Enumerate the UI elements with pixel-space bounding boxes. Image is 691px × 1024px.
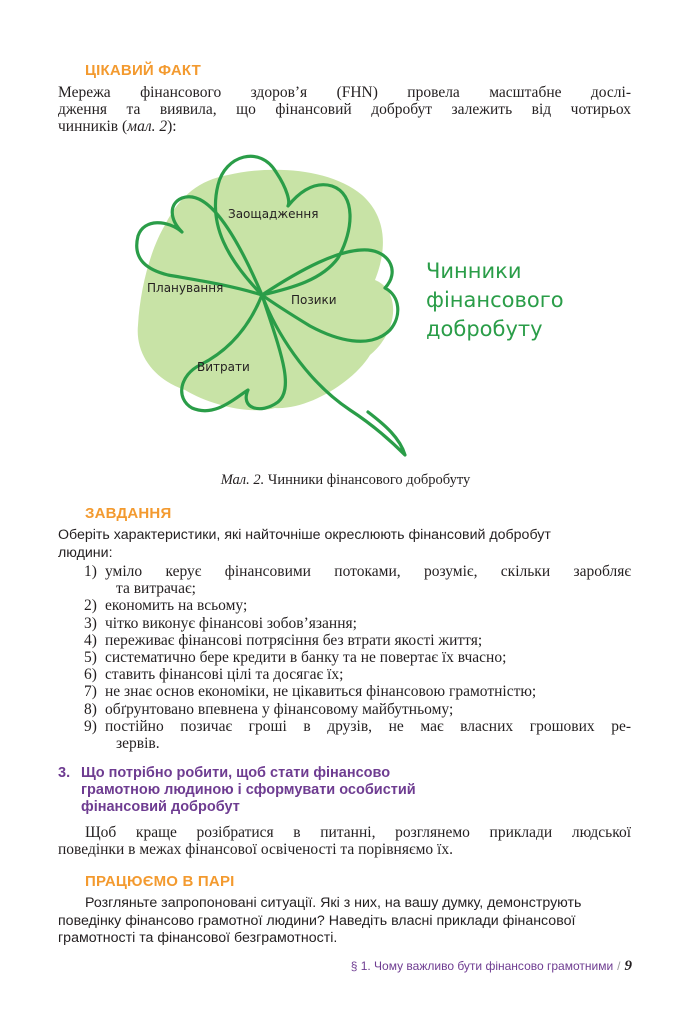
- task-intro-line-2: людини:: [58, 544, 113, 561]
- leaf-label-right: Позики: [291, 293, 337, 307]
- clover-figure: [100, 140, 580, 470]
- figure-title-line-1: Чинники: [426, 259, 522, 283]
- task-option-text: економить на всьому;: [105, 597, 248, 615]
- task-option-text: систематично бере кредити в банку та не повертає їх вчасно;: [105, 649, 507, 667]
- figure-reference: мал. 2: [127, 118, 168, 135]
- leaf-label-left: Планування: [147, 281, 224, 295]
- task-option-number: 2): [84, 597, 97, 615]
- task-option-number: 3): [84, 614, 97, 632]
- task-option-text: переживає фінансові потрясіння без втрати якості життя;: [105, 631, 483, 649]
- footer-section-title: § 1. Чому важливо бути фінансово грамотними: [350, 959, 614, 973]
- task-option: [58, 649, 631, 666]
- section-3-title-line-3: фінансовий добробут: [81, 799, 240, 815]
- task-option: [58, 666, 631, 683]
- figure-title-line-3: добробуту: [426, 317, 543, 341]
- section-3-line-1: Щоб краще розібратися в питанні, розглянемо приклади людської: [85, 824, 631, 841]
- task-option-text: уміло керує фінансовими потоками, розуміє, скільки заробляє: [105, 563, 631, 580]
- task-option: [58, 597, 631, 614]
- section-3-title-line-2: грамотною людиною і сформувати особистий: [81, 782, 416, 798]
- fact-heading: ЦІКАВИЙ ФАКТ: [85, 62, 202, 79]
- pair-line-1: Розгляньте запропоновані ситуації. Які з них, на вашу думку, демонструють: [85, 895, 582, 911]
- task-option: [58, 718, 631, 752]
- task-option: [58, 701, 631, 718]
- pair-work-heading: ПРАЦЮЄМО В ПАРІ: [85, 873, 235, 890]
- task-option-continuation: та витрачає;: [116, 580, 196, 598]
- task-option-number: 5): [84, 649, 97, 667]
- fact-line-2: дження та виявила, що фінансовий добробут залежить від чотирьох: [58, 101, 631, 118]
- task-intro-line-1: Оберіть характеристики, які найточніше окреслюють фінансовий добробут: [58, 527, 551, 543]
- pair-work-paragraph: [58, 895, 631, 948]
- task-heading: ЗАВДАННЯ: [85, 505, 172, 522]
- task-option-number: 7): [84, 683, 97, 701]
- task-option-text: ставить фінансові цілі та досягає їх;: [105, 666, 344, 684]
- task-option-text: не знає основ економіки, не цікавиться фінансовою грамотністю;: [105, 683, 537, 701]
- task-option-number: 4): [84, 631, 97, 649]
- task-option: [58, 632, 631, 649]
- task-option-number: 8): [84, 700, 97, 718]
- fact-line-3-end: ):: [167, 118, 177, 135]
- task-option: [58, 683, 631, 700]
- task-options-list: [58, 563, 631, 752]
- figure-caption: [0, 472, 691, 489]
- task-option: [58, 615, 631, 632]
- fact-line-3-text: чинників (: [58, 118, 128, 135]
- page-footer: [320, 958, 632, 975]
- figure-caption-label: Мал. 2.: [220, 472, 265, 488]
- task-option-continuation: зервів.: [116, 735, 160, 753]
- task-option-text: постійно позичає гроші в друзів, не має власних грошових ре-: [105, 717, 631, 735]
- fact-line-3: [58, 118, 631, 135]
- leaf-label-top: Заощадження: [228, 207, 319, 221]
- task-option-text: чітко виконує фінансові зобов’язання;: [105, 614, 357, 632]
- page-number: 9: [624, 958, 632, 974]
- leaf-label-bottom: Витрати: [197, 360, 250, 374]
- section-3-heading: [58, 765, 558, 816]
- figure-title-line-2: фінансового: [426, 288, 564, 312]
- pair-line-2: поведінку фінансово грамотної людини? Наведіть власні приклади фінансової: [58, 912, 576, 929]
- section-3-title-line-1: Що потрібно робити, щоб стати фінансово: [81, 765, 391, 781]
- task-option-number: 1): [84, 563, 97, 580]
- fact-paragraph: [58, 84, 631, 135]
- pair-line-3: грамотності та фінансової безграмотності.: [58, 930, 338, 946]
- task-option-number: 9): [84, 717, 97, 735]
- figure-caption-text: Чинники фінансового добробуту: [267, 472, 471, 488]
- task-option: [58, 563, 631, 597]
- task-option-number: 6): [84, 666, 97, 684]
- section-3-line-2: поведінки в межах фінансової освіченості та порівняємо їх.: [58, 841, 453, 858]
- task-intro: [58, 527, 631, 562]
- fact-line-1: Мережа фінансового здоров’я (FHN) провела масштабне дослі-: [58, 84, 631, 101]
- footer-separator: /: [617, 959, 621, 973]
- section-3-number: 3.: [58, 765, 71, 781]
- section-3-paragraph: [58, 824, 631, 858]
- task-option-text: обґрунтовано впевнена у фінансовому майбутньому;: [105, 700, 454, 718]
